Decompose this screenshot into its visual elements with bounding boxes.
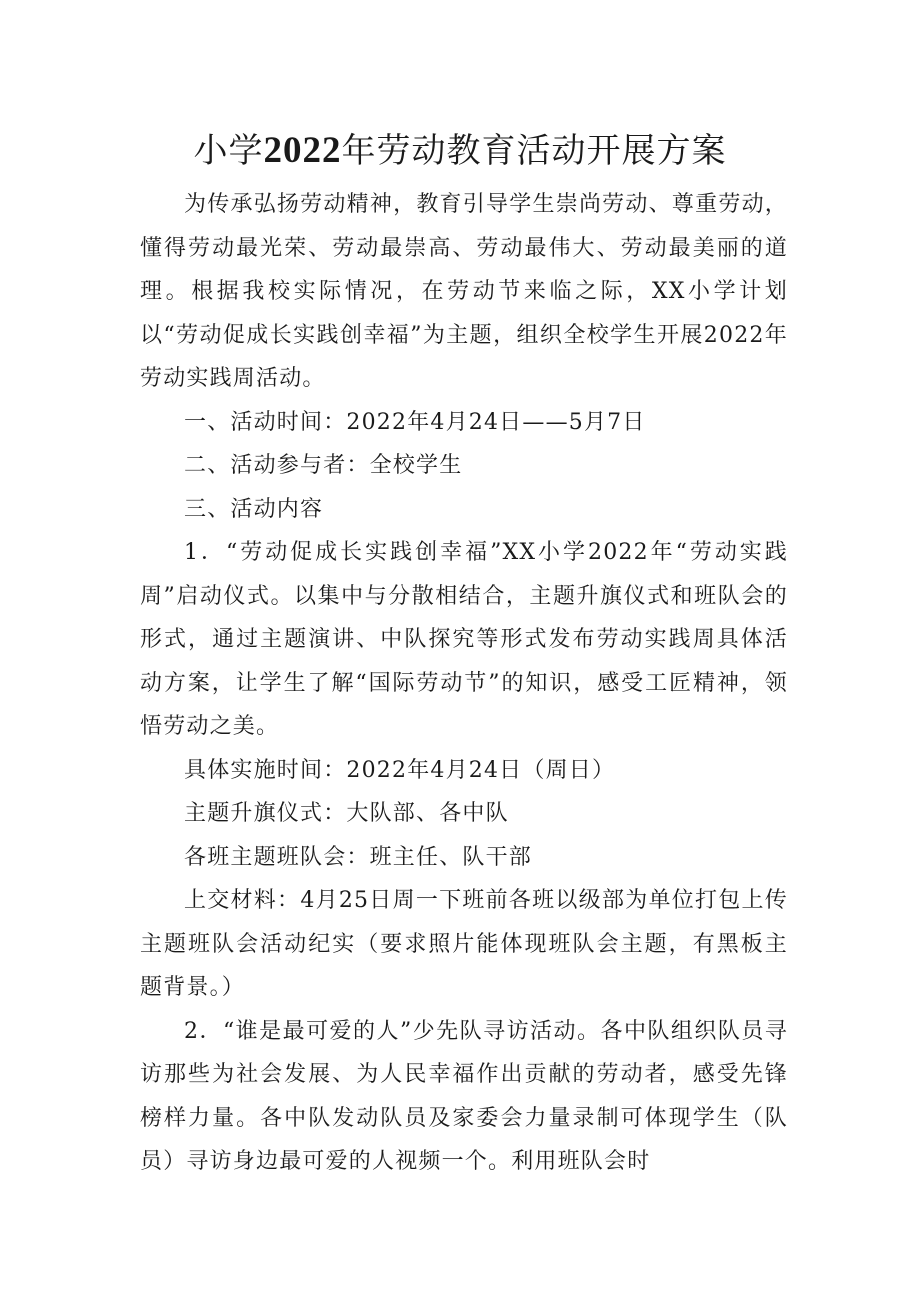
paragraph-submission: 上交材料：4月25日周一下班前各班以级部为单位打包上传主题班队会活动纪实（要求照片能体现班队会主题，有黑板主题背景。） [140, 888, 788, 1000]
document-title [0, 126, 920, 176]
paragraph-class-meeting: 各班主题班队会：班主任、队干部 [184, 844, 533, 870]
document-body [140, 183, 788, 1184]
paragraph-content-heading: 三、活动内容 [184, 496, 324, 522]
paragraph-implementation-time: 具体实施时间：2022年4月24日（周日） [184, 757, 616, 783]
paragraph-item-1: 1．“劳动促成长实践创幸福”XX小学2022年“劳动实践周”启动仪式。以集中与分散相结合，主题升旗仪式和班队会的形式，通过主题演讲、中队探究等形式发布劳动实践周具体活动方案，让学生了解“国际劳动节”的知识，感受工匠精神，领悟劳动之美。 [140, 540, 788, 739]
paragraph-flag-ceremony: 主题升旗仪式：大队部、各中队 [184, 801, 509, 826]
title-year: 2022 [263, 130, 342, 171]
paragraph-item-2: 2．“谁是最可爱的人”少先队寻访活动。各中队组织队员寻访那些为社会发展、为人民幸福作出贡献的劳动者，感受先锋榜样力量。各中队发动队员及家委会力量录制可体现学生（队员）寻访身边最可爱的人视频一个。利用班队会时 [140, 1018, 788, 1174]
paragraph-intro: 为传承弘扬劳动精神，教育引导学生崇尚劳动、尊重劳动，懂得劳动最光荣、劳动最崇高、劳动最伟大、劳动最美丽的道理。根据我校实际情况，在劳动节来临之际，XX小学计划以“劳动促成长实践创幸福”为主题，组织全校学生开展2022年劳动实践周活动。 [140, 192, 788, 391]
title-suffix: 年劳动教育活动开展方案 [341, 131, 727, 171]
title-prefix: 小学 [193, 131, 264, 171]
paragraph-activity-time: 一、活动时间：2022年4月24日——5月7日 [184, 409, 646, 435]
paragraph-participants: 二、活动参与者：全校学生 [184, 453, 463, 478]
